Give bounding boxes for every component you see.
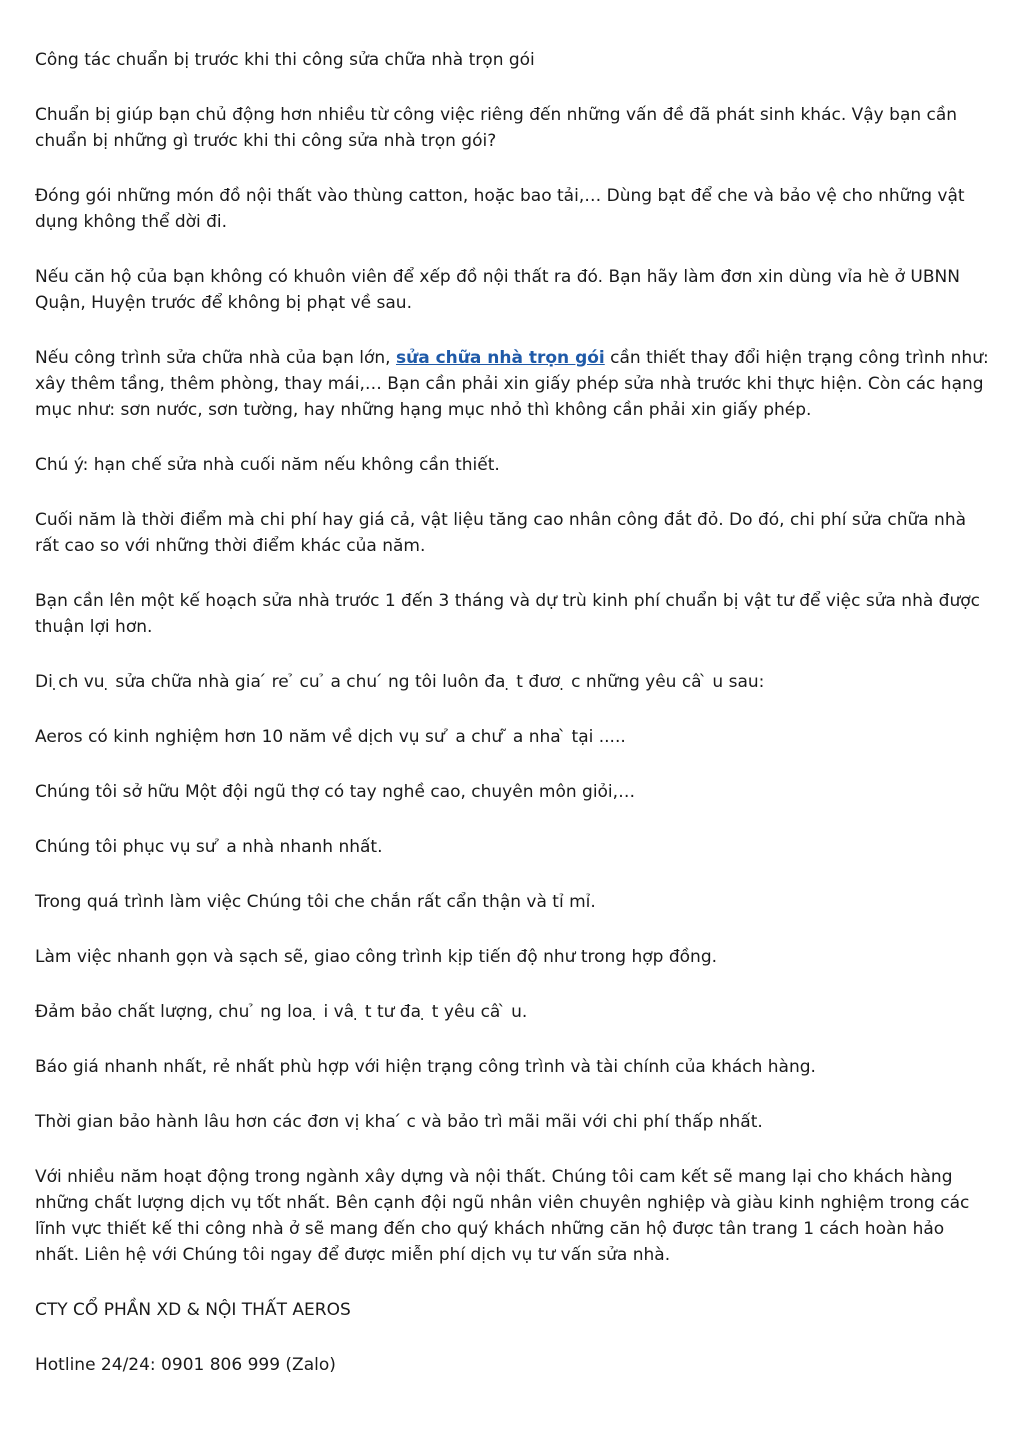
paragraph-fast: Chúng tôi phục vụ sư ̉ a nhà nhanh nhất. xyxy=(35,837,383,857)
paragraph-sidewalk: Nếu căn hộ của bạn không có khuôn viên để xếp đồ nội thất ra đó. Bạn hãy làm đơn xin dùng vỉa hè ở UBNN Quận, Huyện trước để không bị phạt về sau. xyxy=(35,267,960,313)
permit-text-before: Nếu công trình sửa chữa nhà của bạn lớn, xyxy=(35,348,396,368)
permit-text-after: cần thiết thay đổi hiện trạng công trình như: xây thêm tầng, thêm phòng, thay mái,… Bạn cần phải xin giấy phép sửa nhà trước khi thực hiện. Còn các hạng mục như: sơn nước, sơn tường, hay những hạng mục nhỏ thì không cần phải xin giấy phép. xyxy=(35,348,989,420)
document-title: Công tác chuẩn bị trước khi thi công sửa chữa nhà trọn gói xyxy=(35,50,535,70)
paragraph-permit xyxy=(35,345,990,423)
paragraph-quality: Đảm bảo chất lượng, chu ̉ ng loa ̣ i vâ ̣ t tư đa ̣ t yêu câ ̀ u. xyxy=(35,1002,528,1022)
paragraph-clean: Làm việc nhanh gọn và sạch sẽ, giao công trình kịp tiến độ như trong hợp đồng. xyxy=(35,947,718,967)
paragraph-careful: Trong quá trình làm việc Chúng tôi che chắn rất cẩn thận và tỉ mỉ. xyxy=(35,892,596,912)
paragraph-service-intro: Di ̣ch vu ̣ sửa chữa nhà gia ́ re ̉ cu ̉ a chu ́ ng tôi luôn đa ̣ t đươ ̣ c những yêu câ ̀ u sau: xyxy=(35,672,765,692)
paragraph-quote: Báo giá nhanh nhất, rẻ nhất phù hợp với hiện trạng công trình và tài chính của khách hàng. xyxy=(35,1057,816,1077)
paragraph-note: Chú ý: hạn chế sửa nhà cuối năm nếu không cần thiết. xyxy=(35,455,500,475)
document-body xyxy=(35,47,990,1407)
hotline: Hotline 24/24: 0901 806 999 (Zalo) xyxy=(35,1355,336,1375)
paragraph-experience: Aeros có kinh nghiệm hơn 10 năm về dịch vụ sư ̉ a chư ̃ a nha ̀ tại ..... xyxy=(35,727,626,747)
paragraph-intro: Chuẩn bị giúp bạn chủ động hơn nhiều từ công việc riêng đến những vấn đề đã phát sinh khác. Vậy bạn cần chuẩn bị những gì trước khi thi công sửa nhà trọn gói? xyxy=(35,105,958,151)
paragraph-commitment: Với nhiều năm hoạt động trong ngành xây dựng và nội thất. Chúng tôi cam kết sẽ mang lại cho khách hàng những chất lượng dịch vụ tốt nhất. Bên cạnh đội ngũ nhân viên chuyên nghiệp và giàu kinh nghiệm trong các lĩnh vực thiết kế thi công nhà ở sẽ mang đến cho quý khách những căn hộ được tân trang 1 cách hoàn hảo nhất. Liên hệ với Chúng tôi ngay để được miễn phí dịch vụ tư vấn sửa nhà. xyxy=(35,1167,970,1265)
paragraph-plan: Bạn cần lên một kế hoạch sửa nhà trước 1 đến 3 tháng và dự trù kinh phí chuẩn bị vật tư để việc sửa nhà được thuận lợi hơn. xyxy=(35,591,980,637)
paragraph-warranty: Thời gian bảo hành lâu hơn các đơn vị kha ́ c và bảo trì mãi mãi với chi phí thấp nhất. xyxy=(35,1112,763,1132)
company-name: CTY CỔ PHẦN XD & NỘI THẤT AEROS xyxy=(35,1300,351,1320)
paragraph-year-end: Cuối năm là thời điểm mà chi phí hay giá cả, vật liệu tăng cao nhân công đắt đỏ. Do đó, chi phí sửa chữa nhà rất cao so với những thời điểm khác của năm. xyxy=(35,510,967,556)
service-link[interactable]: sửa chữa nhà trọn gói xyxy=(395,348,605,368)
paragraph-packing: Đóng gói những món đồ nội thất vào thùng catton, hoặc bao tải,… Dùng bạt để che và bảo vệ cho những vật dụng không thể dời đi. xyxy=(35,186,965,232)
paragraph-team: Chúng tôi sở hữu Một đội ngũ thợ có tay nghề cao, chuyên môn giỏi,… xyxy=(35,782,636,802)
